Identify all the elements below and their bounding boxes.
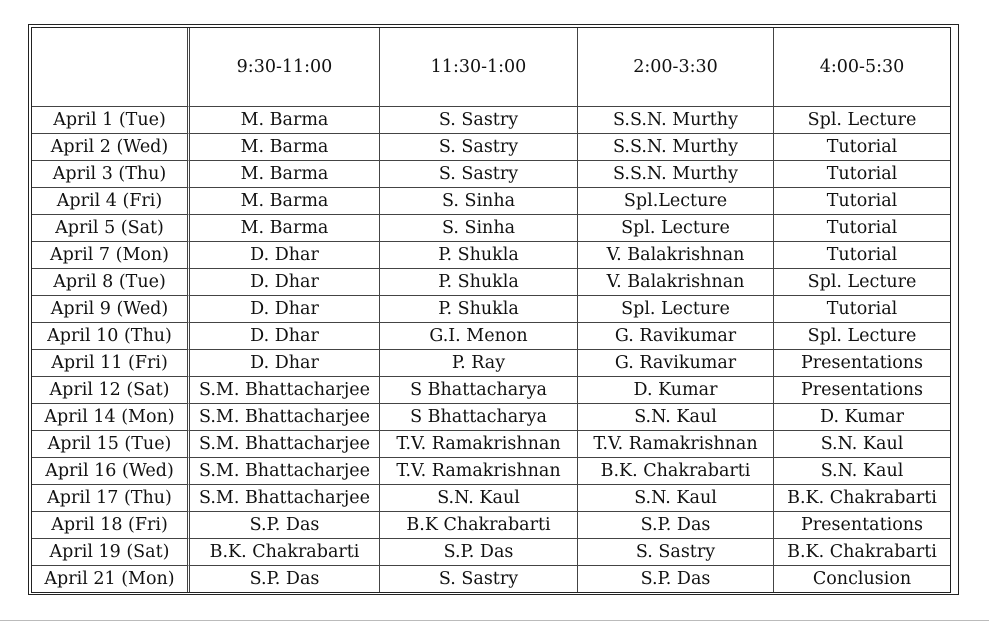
slot-1-cell: S.P. Das [190, 566, 380, 592]
date-cell: April 12 (Sat) [32, 377, 190, 404]
table-row [32, 566, 950, 592]
slot-1-cell: D. Dhar [190, 323, 380, 350]
slot-1-cell: M. Barma [190, 161, 380, 188]
table-row [32, 296, 950, 323]
slot-4-cell: Spl. Lecture [774, 107, 950, 134]
slot-3-cell: S.P. Das [578, 512, 774, 539]
table-row [32, 458, 950, 485]
table-row [32, 485, 950, 512]
table-row [32, 188, 950, 215]
table-row [32, 377, 950, 404]
slot-2-cell: S.N. Kaul [380, 485, 578, 512]
slot-1-cell: S.M. Bhattacharjee [190, 404, 380, 431]
header-cell-date [32, 28, 190, 107]
slot-1-cell: M. Barma [190, 134, 380, 161]
slot-3-cell: S.S.N. Murthy [578, 107, 774, 134]
slot-2-cell: S. Sastry [380, 107, 578, 134]
slot-4-cell: Tutorial [774, 242, 950, 269]
slot-1-cell: D. Dhar [190, 269, 380, 296]
table-row [32, 107, 950, 134]
slot-2-cell: S.P. Das [380, 539, 578, 566]
slot-4-cell: Spl. Lecture [774, 269, 950, 296]
schedule-table [31, 27, 951, 593]
header-cell-slot-1: 9:30-11:00 [190, 28, 380, 107]
slot-2-cell: S. Sastry [380, 566, 578, 592]
slot-3-cell: S. Sastry [578, 539, 774, 566]
slot-4-cell: Tutorial [774, 188, 950, 215]
slot-3-cell: D. Kumar [578, 377, 774, 404]
slot-2-cell: S Bhattacharya [380, 377, 578, 404]
slot-3-cell: S.N. Kaul [578, 404, 774, 431]
date-cell: April 7 (Mon) [32, 242, 190, 269]
table-row [32, 161, 950, 188]
slot-3-cell: G. Ravikumar [578, 350, 774, 377]
slot-1-cell: M. Barma [190, 107, 380, 134]
slot-2-cell: S. Sastry [380, 134, 578, 161]
table-row [32, 269, 950, 296]
slot-1-cell: S.M. Bhattacharjee [190, 458, 380, 485]
slot-3-cell: V. Balakrishnan [578, 242, 774, 269]
slot-3-cell: S.S.N. Murthy [578, 161, 774, 188]
table-row [32, 134, 950, 161]
slot-1-cell: S.M. Bhattacharjee [190, 431, 380, 458]
slot-2-cell: S. Sinha [380, 215, 578, 242]
page-bottom-rule [0, 620, 989, 621]
slot-2-cell: S. Sinha [380, 188, 578, 215]
slot-4-cell: Spl. Lecture [774, 323, 950, 350]
slot-1-cell: B.K. Chakrabarti [190, 539, 380, 566]
slot-1-cell: M. Barma [190, 188, 380, 215]
slot-4-cell: S.N. Kaul [774, 431, 950, 458]
date-cell: April 17 (Thu) [32, 485, 190, 512]
slot-3-cell: Spl. Lecture [578, 296, 774, 323]
slot-3-cell: V. Balakrishnan [578, 269, 774, 296]
slot-2-cell: T.V. Ramakrishnan [380, 431, 578, 458]
date-cell: April 11 (Fri) [32, 350, 190, 377]
slot-4-cell: Presentations [774, 377, 950, 404]
slot-3-cell: S.N. Kaul [578, 485, 774, 512]
date-cell: April 4 (Fri) [32, 188, 190, 215]
slot-3-cell: B.K. Chakrabarti [578, 458, 774, 485]
table-row [32, 215, 950, 242]
date-cell: April 14 (Mon) [32, 404, 190, 431]
slot-3-cell: S.S.N. Murthy [578, 134, 774, 161]
table-row [32, 512, 950, 539]
table-row [32, 350, 950, 377]
slot-2-cell: G.I. Menon [380, 323, 578, 350]
slot-4-cell: B.K. Chakrabarti [774, 485, 950, 512]
slot-4-cell: Conclusion [812, 569, 912, 589]
slot-1-cell: S.P. Das [190, 512, 380, 539]
slot-4-cell: D. Kumar [774, 404, 950, 431]
date-cell: April 8 (Tue) [32, 269, 190, 296]
slot-3-cell: T.V. Ramakrishnan [578, 431, 774, 458]
slot-1-cell: D. Dhar [190, 296, 380, 323]
slot-4-cell: Tutorial [774, 215, 950, 242]
slot-4-cell: B.K. Chakrabarti [774, 539, 950, 566]
date-cell: April 21 (Mon) [32, 566, 190, 592]
date-cell: April 2 (Wed) [32, 134, 190, 161]
slot-3-cell: Spl.Lecture [578, 188, 774, 215]
date-cell: April 19 (Sat) [32, 539, 190, 566]
date-cell: April 10 (Thu) [32, 323, 190, 350]
slot-4-cell: Tutorial [774, 134, 950, 161]
slot-4-cell: Tutorial [774, 161, 950, 188]
slot-2-cell: P. Shukla [380, 242, 578, 269]
slot-3-cell: S.P. Das [578, 566, 774, 592]
table-row [32, 404, 950, 431]
slot-1-cell: D. Dhar [190, 242, 380, 269]
slot-1-cell: D. Dhar [190, 350, 380, 377]
slot-2-cell: S. Sastry [380, 161, 578, 188]
header-cell-slot-4: 4:00-5:30 [774, 28, 950, 107]
slot-4-cell: S.N. Kaul [774, 458, 950, 485]
slot-4-cell: Tutorial [774, 296, 950, 323]
slot-2-cell: P. Ray [380, 350, 578, 377]
slot-1-cell: S.M. Bhattacharjee [190, 377, 380, 404]
slot-2-cell: P. Shukla [380, 269, 578, 296]
date-cell: April 16 (Wed) [32, 458, 190, 485]
table-row [32, 431, 950, 458]
slot-1-cell: S.M. Bhattacharjee [190, 485, 380, 512]
header-cell-slot-3: 2:00-3:30 [578, 28, 774, 107]
slot-2-cell: B.K Chakrabarti [380, 512, 578, 539]
date-cell: April 15 (Tue) [32, 431, 190, 458]
table-row [32, 323, 950, 350]
date-cell: April 1 (Tue) [32, 107, 190, 134]
schedule-body [32, 107, 950, 592]
table-row [32, 539, 950, 566]
slot-3-cell: Spl. Lecture [578, 215, 774, 242]
header-cell-slot-2: 11:30-1:00 [380, 28, 578, 107]
slot-2-cell: P. Shukla [380, 296, 578, 323]
slot-1-cell: M. Barma [190, 215, 380, 242]
header-row [32, 28, 950, 107]
date-cell: April 9 (Wed) [32, 296, 190, 323]
slot-4-cell: Presentations [774, 512, 950, 539]
slot-2-cell: T.V. Ramakrishnan [380, 458, 578, 485]
date-cell: April 5 (Sat) [32, 215, 190, 242]
table-row [32, 242, 950, 269]
slot-3-cell: G. Ravikumar [578, 323, 774, 350]
slot-4-cell: Presentations [774, 350, 950, 377]
slot-2-cell: S Bhattacharya [380, 404, 578, 431]
date-cell: April 3 (Thu) [32, 161, 190, 188]
date-cell: April 18 (Fri) [32, 512, 190, 539]
